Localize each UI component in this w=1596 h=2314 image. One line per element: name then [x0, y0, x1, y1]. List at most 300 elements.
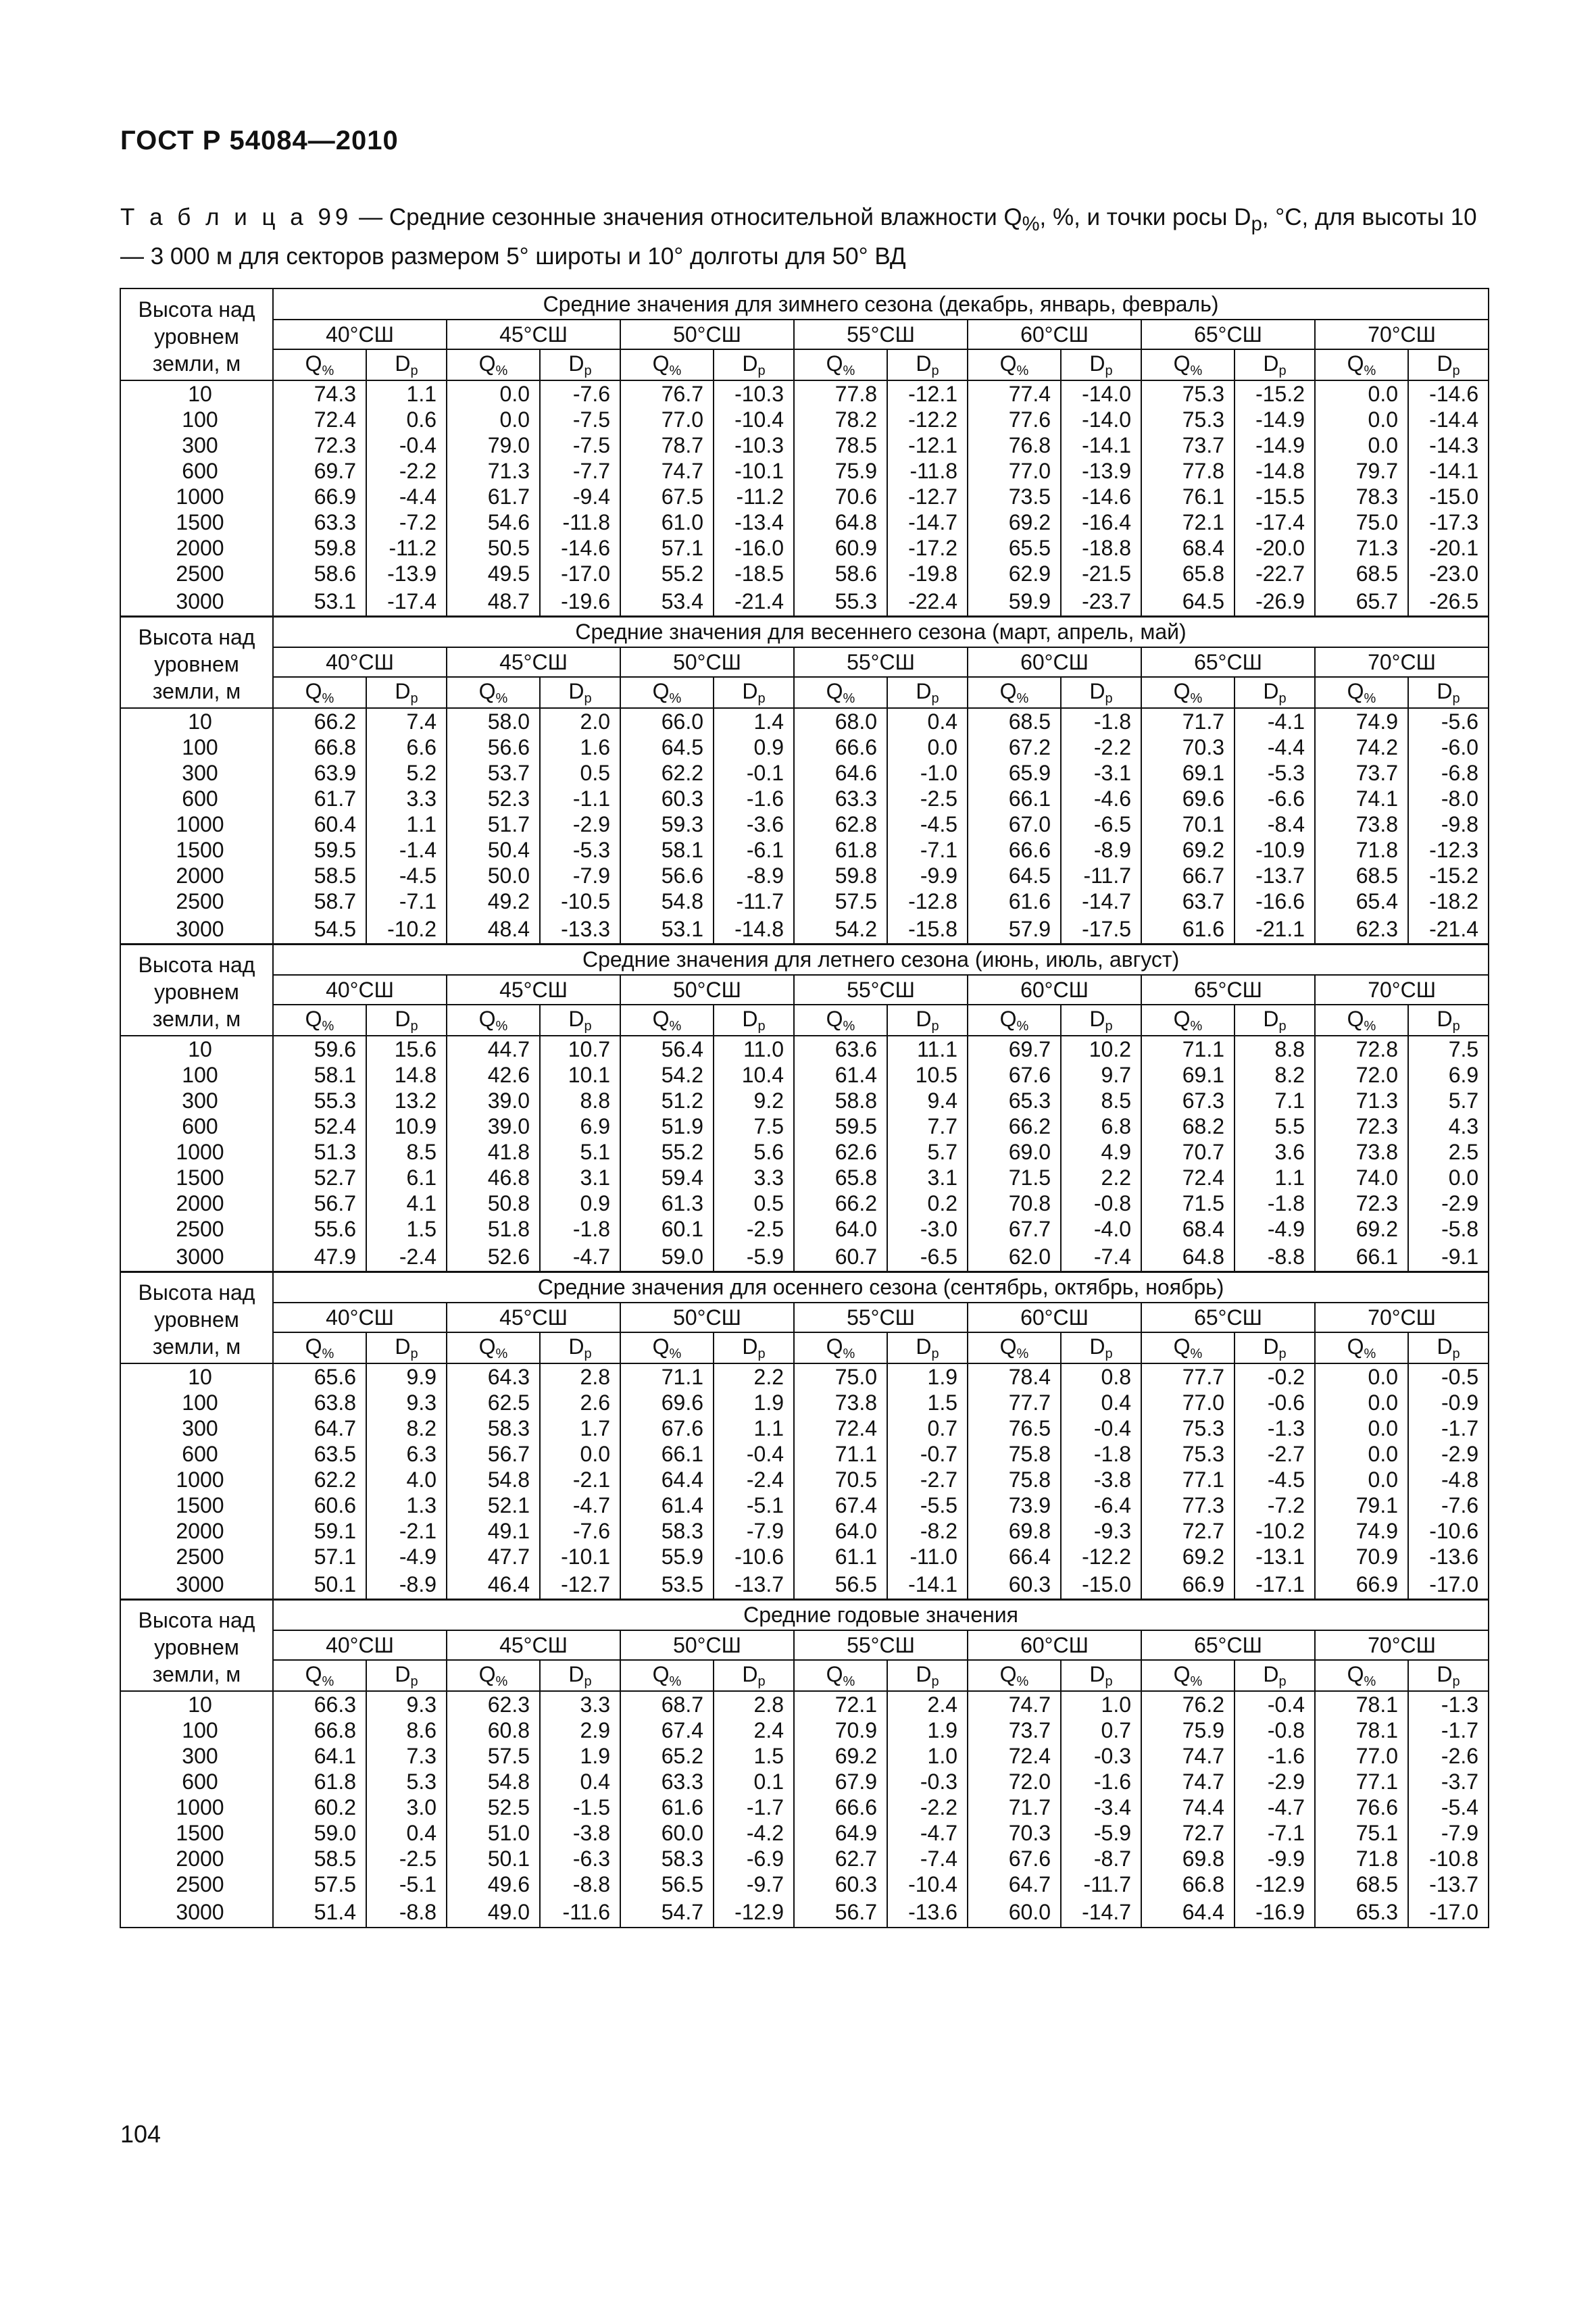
humidity-value: 50.4 — [447, 837, 540, 863]
humidity-value: 64.1 — [273, 1743, 366, 1769]
humidity-subheader — [968, 677, 1061, 708]
dewpoint-value: 9.3 — [366, 1691, 447, 1717]
humidity-value: 74.7 — [968, 1691, 1061, 1717]
humidity-value: 59.0 — [273, 1820, 366, 1846]
humidity-value: 70.3 — [1141, 734, 1235, 760]
humidity-value: 59.1 — [273, 1518, 366, 1544]
dewpoint-value: -8.9 — [1061, 837, 1141, 863]
dewpoint-value: -10.3 — [714, 432, 794, 458]
humidity-subheader — [794, 1005, 887, 1036]
humidity-value: 60.3 — [968, 1569, 1061, 1600]
dewpoint-subheader — [1235, 1332, 1315, 1363]
dewpoint-value: 0.0 — [887, 734, 968, 760]
humidity-value: 66.1 — [968, 786, 1061, 811]
dewpoint-value: 10.1 — [540, 1062, 620, 1088]
latitude-header: 60°СШ — [968, 975, 1141, 1005]
humidity-symbol: Q — [652, 1006, 670, 1031]
humidity-value: 51.2 — [620, 1088, 714, 1113]
dewpoint-value: -15.0 — [1408, 484, 1489, 509]
dewpoint-value: 9.2 — [714, 1088, 794, 1113]
dewpoint-value: -12.7 — [887, 484, 968, 509]
dewpoint-subheader — [366, 1660, 447, 1691]
humidity-value: 67.6 — [968, 1846, 1061, 1871]
dewpoint-value: -15.2 — [1235, 380, 1315, 407]
dewpoint-symbol-sub: р — [1278, 1674, 1287, 1689]
dewpoint-value: -2.5 — [714, 1216, 794, 1242]
latitude-header: 40°СШ — [273, 320, 447, 349]
humidity-value: 64.5 — [620, 734, 714, 760]
dewpoint-value: -4.4 — [1235, 734, 1315, 760]
dewpoint-value: 0.7 — [887, 1415, 968, 1441]
humidity-value: 59.0 — [620, 1242, 714, 1272]
dewpoint-value: 1.1 — [1235, 1165, 1315, 1190]
dewpoint-symbol-sub: р — [1105, 363, 1113, 378]
dewpoint-symbol: D — [1089, 1334, 1105, 1359]
humidity-symbol: Q — [999, 351, 1017, 376]
humidity-value: 77.3 — [1141, 1492, 1235, 1518]
table-row — [120, 484, 1489, 509]
humidity-value: 65.2 — [620, 1743, 714, 1769]
humidity-value: 50.0 — [447, 863, 540, 888]
caption-text-part2: , %, и точки росы D — [1039, 204, 1251, 230]
table-row — [120, 1216, 1489, 1242]
humidity-value: 64.0 — [794, 1518, 887, 1544]
dewpoint-value: -12.8 — [887, 888, 968, 914]
height-value: 2000 — [120, 863, 273, 888]
dewpoint-symbol: D — [1089, 678, 1105, 703]
dewpoint-value: 8.2 — [1235, 1062, 1315, 1088]
height-value: 2500 — [120, 1871, 273, 1897]
dewpoint-value: -2.5 — [887, 786, 968, 811]
height-value: 300 — [120, 760, 273, 786]
dewpoint-value: -11.7 — [1061, 863, 1141, 888]
humidity-value: 63.3 — [273, 509, 366, 535]
height-value: 300 — [120, 1088, 273, 1113]
dewpoint-value: -20.1 — [1408, 535, 1489, 561]
humidity-value: 62.7 — [794, 1846, 887, 1871]
humidity-subheader — [620, 349, 714, 380]
humidity-value: 46.4 — [447, 1569, 540, 1600]
latitude-header: 50°СШ — [620, 1303, 794, 1332]
season-title: Средние значения для летнего сезона (июнь, июль, август) — [273, 944, 1489, 975]
humidity-value: 58.5 — [273, 863, 366, 888]
dewpoint-value: -2.5 — [366, 1846, 447, 1871]
dewpoint-value: 6.6 — [366, 734, 447, 760]
humidity-value: 70.3 — [968, 1820, 1061, 1846]
humidity-symbol: Q — [652, 351, 670, 376]
dewpoint-value: 1.9 — [887, 1717, 968, 1743]
humidity-symbol: Q — [826, 678, 843, 703]
dewpoint-value: 2.4 — [887, 1691, 968, 1717]
height-value: 300 — [120, 1415, 273, 1441]
dewpoint-value: -3.0 — [887, 1216, 968, 1242]
humidity-value: 60.4 — [273, 811, 366, 837]
dewpoint-value: -0.3 — [887, 1769, 968, 1794]
table-row — [120, 1062, 1489, 1088]
humidity-value: 66.7 — [1141, 863, 1235, 888]
dewpoint-value: -19.6 — [540, 586, 620, 617]
dewpoint-symbol-sub: р — [1452, 690, 1460, 706]
humidity-value: 67.4 — [794, 1492, 887, 1518]
humidity-value: 60.9 — [794, 535, 887, 561]
dewpoint-value: -10.1 — [714, 458, 794, 484]
document-header: ГОСТ Р 54084—2010 — [120, 126, 399, 155]
humidity-value: 71.8 — [1315, 1846, 1408, 1871]
dewpoint-value: -0.8 — [1061, 1190, 1141, 1216]
dewpoint-value: -14.7 — [887, 509, 968, 535]
humidity-value: 75.9 — [794, 458, 887, 484]
humidity-symbol-sub: % — [1190, 1346, 1203, 1361]
latitude-header: 50°СШ — [620, 1630, 794, 1660]
dewpoint-value: -0.7 — [887, 1441, 968, 1467]
humidity-value: 71.3 — [1315, 1088, 1408, 1113]
humidity-symbol: Q — [826, 351, 843, 376]
season-title: Средние значения для весеннего сезона (март, апрель, май) — [273, 616, 1489, 647]
humidity-symbol-sub: % — [1364, 1018, 1376, 1034]
height-value: 600 — [120, 458, 273, 484]
dewpoint-value: -7.2 — [366, 509, 447, 535]
dewpoint-value: 1.1 — [714, 1415, 794, 1441]
dewpoint-value: 8.2 — [366, 1415, 447, 1441]
dewpoint-value: 0.6 — [366, 407, 447, 432]
humidity-value: 68.5 — [968, 708, 1061, 734]
dewpoint-value: -8.8 — [1235, 1242, 1315, 1272]
humidity-value: 61.6 — [1141, 914, 1235, 945]
table-row — [120, 760, 1489, 786]
humidity-value: 54.8 — [447, 1769, 540, 1794]
humidity-value: 75.0 — [1315, 509, 1408, 535]
dewpoint-value: 5.7 — [887, 1139, 968, 1165]
dewpoint-value: 1.0 — [1061, 1691, 1141, 1717]
latitude-header: 60°СШ — [968, 1303, 1141, 1332]
humidity-value: 67.9 — [794, 1769, 887, 1794]
dewpoint-value: -14.0 — [1061, 380, 1141, 407]
dewpoint-symbol-sub: р — [584, 690, 592, 706]
humidity-value: 52.4 — [273, 1113, 366, 1139]
latitude-header: 45°СШ — [447, 320, 620, 349]
dewpoint-subheader — [1408, 1332, 1489, 1363]
dewpoint-value: -26.9 — [1235, 586, 1315, 617]
table-row — [120, 863, 1489, 888]
page-number: 104 — [120, 2120, 161, 2148]
dewpoint-value: -3.6 — [714, 811, 794, 837]
dewpoint-value: -14.8 — [1235, 458, 1315, 484]
dewpoint-value: -1.7 — [714, 1794, 794, 1820]
humidity-value: 58.5 — [273, 1846, 366, 1871]
dewpoint-symbol-sub: р — [931, 1674, 939, 1689]
table-row — [120, 1190, 1489, 1216]
humidity-subheader — [447, 349, 540, 380]
humidity-value: 61.8 — [273, 1769, 366, 1794]
humidity-value: 78.5 — [794, 432, 887, 458]
dewpoint-value: -17.1 — [1235, 1569, 1315, 1600]
humidity-symbol-sub: % — [1190, 1018, 1203, 1034]
dewpoint-value: -0.2 — [1235, 1363, 1315, 1390]
dewpoint-symbol-sub: р — [1278, 690, 1287, 706]
height-column-header: Высота над уровнем земли, м — [120, 288, 273, 380]
dewpoint-subheader — [1408, 349, 1489, 380]
humidity-value: 67.6 — [968, 1062, 1061, 1088]
dewpoint-value: -7.4 — [887, 1846, 968, 1871]
latitude-header: 55°СШ — [794, 975, 968, 1005]
dewpoint-value: -14.8 — [714, 914, 794, 945]
dewpoint-subheader — [366, 349, 447, 380]
humidity-value: 58.0 — [447, 708, 540, 734]
dewpoint-subheader — [1235, 677, 1315, 708]
humidity-value: 54.6 — [447, 509, 540, 535]
table-row — [120, 708, 1489, 734]
dewpoint-symbol-sub: р — [1452, 1346, 1460, 1361]
humidity-symbol: Q — [1347, 678, 1364, 703]
humidity-value: 63.3 — [794, 786, 887, 811]
height-column-header: Высота над уровнем земли, м — [120, 944, 273, 1036]
dewpoint-value: -7.9 — [1408, 1820, 1489, 1846]
humidity-value: 66.3 — [273, 1691, 366, 1717]
humidity-value: 52.1 — [447, 1492, 540, 1518]
dewpoint-value: -2.6 — [1408, 1743, 1489, 1769]
humidity-value: 57.1 — [620, 535, 714, 561]
humidity-value: 72.4 — [968, 1743, 1061, 1769]
humidity-subheader — [1315, 1005, 1408, 1036]
dewpoint-value: 7.5 — [714, 1113, 794, 1139]
humidity-value: 47.9 — [273, 1242, 366, 1272]
dewpoint-value: -20.0 — [1235, 535, 1315, 561]
dewpoint-subheader — [1061, 1660, 1141, 1691]
latitude-header: 65°СШ — [1141, 647, 1315, 677]
humidity-value: 39.0 — [447, 1113, 540, 1139]
humidity-subheader — [273, 349, 366, 380]
humidity-value: 69.1 — [1141, 1062, 1235, 1088]
humidity-value: 66.2 — [794, 1190, 887, 1216]
humidity-value: 77.0 — [1141, 1390, 1235, 1415]
dewpoint-value: -13.6 — [1408, 1544, 1489, 1569]
dewpoint-value: -18.2 — [1408, 888, 1489, 914]
humidity-symbol: Q — [305, 678, 322, 703]
humidity-value: 64.4 — [620, 1467, 714, 1492]
latitude-header: 40°СШ — [273, 975, 447, 1005]
dewpoint-value: 7.4 — [366, 708, 447, 734]
humidity-value: 49.1 — [447, 1518, 540, 1544]
dewpoint-value: -2.2 — [366, 458, 447, 484]
dewpoint-value: -1.1 — [540, 786, 620, 811]
dewpoint-value: -9.8 — [1408, 811, 1489, 837]
latitude-header: 55°СШ — [794, 1630, 968, 1660]
humidity-value: 71.3 — [447, 458, 540, 484]
height-value: 2500 — [120, 561, 273, 586]
humidity-symbol: Q — [1173, 1006, 1191, 1031]
humidity-value: 66.8 — [273, 734, 366, 760]
humidity-value: 73.7 — [1141, 432, 1235, 458]
humidity-value: 70.9 — [794, 1717, 887, 1743]
dewpoint-symbol-sub: р — [1452, 1674, 1460, 1689]
humidity-value: 70.7 — [1141, 1139, 1235, 1165]
table-row — [120, 1794, 1489, 1820]
humidity-subheader — [447, 1005, 540, 1036]
dewpoint-value: -5.9 — [714, 1242, 794, 1272]
humidity-value: 77.0 — [620, 407, 714, 432]
humidity-value: 63.5 — [273, 1441, 366, 1467]
dewpoint-symbol: D — [395, 351, 411, 376]
dewpoint-subheader — [1408, 677, 1489, 708]
dewpoint-value: 15.6 — [366, 1036, 447, 1062]
humidity-subheader — [968, 349, 1061, 380]
dewpoint-value: -7.6 — [540, 380, 620, 407]
dewpoint-value: -6.9 — [714, 1846, 794, 1871]
dewpoint-value: 4.1 — [366, 1190, 447, 1216]
humidity-value: 68.4 — [1141, 535, 1235, 561]
dewpoint-value: -9.3 — [1061, 1518, 1141, 1544]
humidity-value: 76.5 — [968, 1415, 1061, 1441]
humidity-value: 71.3 — [1315, 535, 1408, 561]
table-row — [120, 407, 1489, 432]
humidity-value: 46.8 — [447, 1165, 540, 1190]
dewpoint-symbol-sub: р — [757, 1674, 766, 1689]
dewpoint-symbol-sub: р — [410, 690, 418, 706]
humidity-value: 58.3 — [620, 1518, 714, 1544]
table-row — [120, 1088, 1489, 1113]
dewpoint-value: -0.5 — [1408, 1363, 1489, 1390]
humidity-value: 0.0 — [1315, 1390, 1408, 1415]
table-caption — [120, 201, 1485, 273]
humidity-value: 69.1 — [1141, 760, 1235, 786]
humidity-value: 79.1 — [1315, 1492, 1408, 1518]
dewpoint-symbol-sub: р — [410, 1346, 418, 1361]
humidity-value: 64.4 — [1141, 1897, 1235, 1928]
humidity-value: 0.0 — [1315, 1467, 1408, 1492]
dewpoint-value: 1.0 — [887, 1743, 968, 1769]
humidity-value: 68.5 — [1315, 863, 1408, 888]
height-value: 1500 — [120, 509, 273, 535]
dewpoint-symbol-sub: р — [931, 363, 939, 378]
humidity-value: 0.0 — [1315, 407, 1408, 432]
latitude-header: 55°СШ — [794, 320, 968, 349]
dewpoint-value: 1.5 — [366, 1216, 447, 1242]
dewpoint-value: -0.6 — [1235, 1390, 1315, 1415]
table-row — [120, 1717, 1489, 1743]
humidity-value: 65.8 — [794, 1165, 887, 1190]
humidity-symbol: Q — [478, 1006, 496, 1031]
humidity-value: 72.7 — [1141, 1518, 1235, 1544]
humidity-value: 57.5 — [447, 1743, 540, 1769]
dewpoint-subheader — [540, 1332, 620, 1363]
humidity-value: 56.7 — [273, 1190, 366, 1216]
dewpoint-value: -1.3 — [1235, 1415, 1315, 1441]
dewpoint-value: -16.0 — [714, 535, 794, 561]
dewpoint-value: 9.7 — [1061, 1062, 1141, 1088]
humidity-value: 60.0 — [968, 1897, 1061, 1928]
humidity-value: 51.0 — [447, 1820, 540, 1846]
humidity-value: 78.4 — [968, 1363, 1061, 1390]
dewpoint-symbol: D — [1263, 1006, 1279, 1031]
humidity-value: 65.3 — [968, 1088, 1061, 1113]
humidity-value: 75.9 — [1141, 1717, 1235, 1743]
humidity-subheader — [1141, 677, 1235, 708]
dewpoint-value: -2.7 — [1235, 1441, 1315, 1467]
humidity-symbol: Q — [478, 1661, 496, 1686]
dewpoint-subheader — [1061, 677, 1141, 708]
height-value: 1000 — [120, 484, 273, 509]
dewpoint-value: -17.4 — [1235, 509, 1315, 535]
dewpoint-subheader — [366, 677, 447, 708]
dewpoint-symbol-sub: р — [410, 363, 418, 378]
humidity-value: 60.6 — [273, 1492, 366, 1518]
dewpoint-value: 0.8 — [1061, 1363, 1141, 1390]
dewpoint-symbol-sub: р — [410, 1674, 418, 1689]
humidity-value: 75.3 — [1141, 1415, 1235, 1441]
humidity-value: 64.5 — [1141, 586, 1235, 617]
dewpoint-value: -14.6 — [1061, 484, 1141, 509]
height-value: 2000 — [120, 1846, 273, 1871]
humidity-subheader — [273, 1332, 366, 1363]
dewpoint-value: 10.5 — [887, 1062, 968, 1088]
humidity-value: 58.3 — [620, 1846, 714, 1871]
humidity-value: 64.5 — [968, 863, 1061, 888]
dewpoint-value: -2.9 — [1408, 1190, 1489, 1216]
humidity-value: 62.2 — [273, 1467, 366, 1492]
dewpoint-value: 4.9 — [1061, 1139, 1141, 1165]
table-row — [120, 1769, 1489, 1794]
dewpoint-symbol-sub: р — [1105, 1674, 1113, 1689]
latitude-header: 70°СШ — [1315, 320, 1489, 349]
dewpoint-value: -8.4 — [1235, 811, 1315, 837]
humidity-value: 73.8 — [1315, 1139, 1408, 1165]
dewpoint-value: 4.0 — [366, 1467, 447, 1492]
humidity-value: 61.7 — [273, 786, 366, 811]
humidity-symbol-sub: % — [1364, 1674, 1376, 1689]
dewpoint-value: 8.6 — [366, 1717, 447, 1743]
humidity-value: 76.6 — [1315, 1794, 1408, 1820]
humidity-symbol-sub: % — [1364, 690, 1376, 706]
humidity-value: 79.0 — [447, 432, 540, 458]
dewpoint-symbol: D — [395, 1661, 411, 1686]
dewpoint-value: -7.1 — [366, 888, 447, 914]
humidity-value: 55.2 — [620, 561, 714, 586]
dewpoint-value: 2.8 — [540, 1363, 620, 1390]
humidity-value: 41.8 — [447, 1139, 540, 1165]
humidity-value: 52.3 — [447, 786, 540, 811]
humidity-value: 69.2 — [968, 509, 1061, 535]
dewpoint-value: -4.5 — [1235, 1467, 1315, 1492]
table-row — [120, 1492, 1489, 1518]
humidity-value: 78.1 — [1315, 1717, 1408, 1743]
dewpoint-value: -8.2 — [887, 1518, 968, 1544]
height-value: 2500 — [120, 1216, 273, 1242]
dewpoint-value: -10.9 — [1235, 837, 1315, 863]
dewpoint-value: -10.4 — [887, 1871, 968, 1897]
height-value: 3000 — [120, 1569, 273, 1600]
dewpoint-subheader — [1235, 349, 1315, 380]
humidity-value: 66.2 — [968, 1113, 1061, 1139]
dewpoint-value: -6.3 — [540, 1846, 620, 1871]
humidity-value: 69.8 — [1141, 1846, 1235, 1871]
humidity-value: 69.2 — [1141, 1544, 1235, 1569]
dewpoint-value: -14.7 — [1061, 888, 1141, 914]
dewpoint-value: 0.5 — [540, 760, 620, 786]
table-row — [120, 535, 1489, 561]
humidity-value: 59.9 — [968, 586, 1061, 617]
humidity-value: 61.1 — [794, 1544, 887, 1569]
dewpoint-value: -13.1 — [1235, 1544, 1315, 1569]
humidity-value: 66.6 — [794, 734, 887, 760]
height-value: 600 — [120, 1113, 273, 1139]
dewpoint-subheader — [714, 677, 794, 708]
height-value: 100 — [120, 1390, 273, 1415]
dewpoint-value: 5.6 — [714, 1139, 794, 1165]
season-table — [120, 615, 1489, 945]
humidity-value: 65.3 — [1315, 1897, 1408, 1928]
dewpoint-value: 8.5 — [1061, 1088, 1141, 1113]
humidity-value: 67.3 — [1141, 1088, 1235, 1113]
